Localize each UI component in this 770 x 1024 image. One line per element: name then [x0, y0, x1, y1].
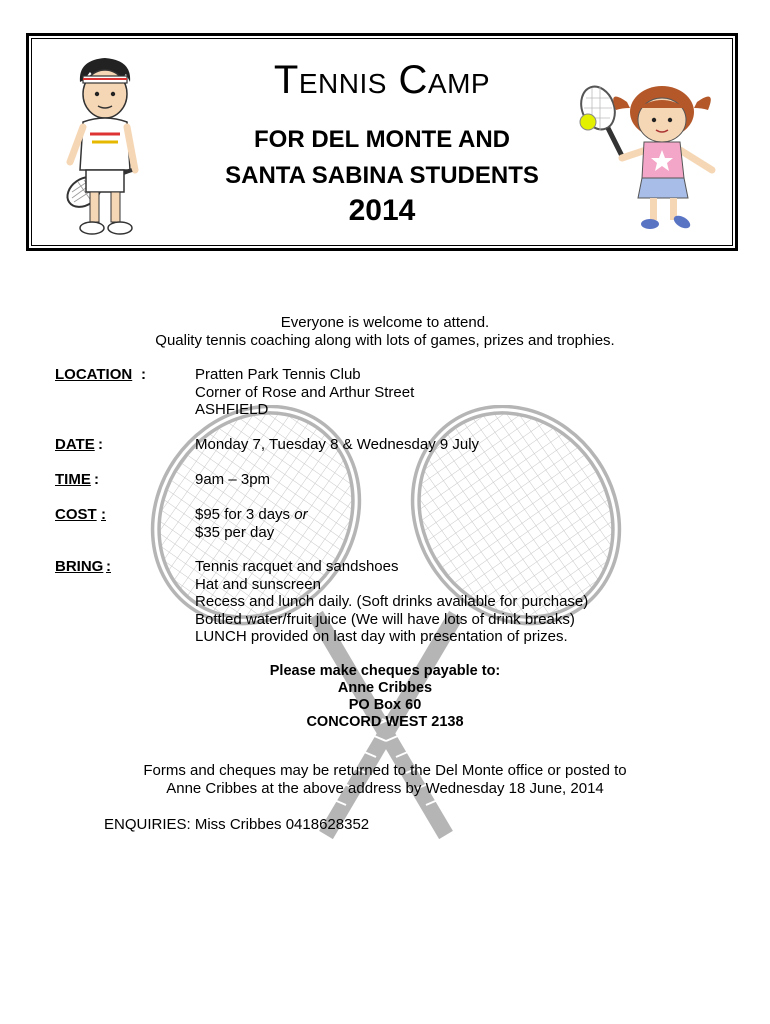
time-value: 9am – 3pm	[195, 471, 271, 488]
location-colon: :	[141, 366, 146, 383]
return-info-line-2: Anne Cribbes at the above address by Wednesday 18 June, 2014	[166, 780, 604, 797]
cost-line-1	[195, 506, 308, 524]
location-line: Corner of Rose and Arthur Street	[195, 383, 415, 401]
bring-item: Bottled water/fruit juice (We will have lots of drink breaks)	[195, 610, 575, 628]
payment-heading: Please make cheques payable to:	[269, 663, 501, 679]
intro-line-2: Quality tennis coaching along with lots of games, prizes and trophies.	[155, 332, 615, 349]
location-value	[195, 366, 414, 419]
date-colon: :	[98, 436, 103, 453]
bring-item: Tennis racquet and sandshoes	[195, 558, 399, 575]
bring-colon: :	[106, 558, 111, 575]
payment-suburb: CONCORD WEST 2138	[306, 714, 464, 730]
cost-line-1-text: $95 for 3 days	[195, 506, 295, 523]
subtitle-line-2: SANTA SABINA STUDENTS	[225, 162, 539, 189]
payment-po-box: PO Box 60	[348, 697, 422, 713]
bring-item: Recess and lunch daily. (Soft drinks available for purchase)	[195, 593, 589, 610]
page-title: Tennis Camp	[273, 58, 491, 102]
location-line: ASHFIELD	[195, 401, 269, 418]
cost-line-2: $35 per day	[195, 523, 275, 541]
bring-label	[55, 558, 103, 575]
bring-item: LUNCH provided on last day with presentation of prizes.	[195, 628, 568, 645]
year: 2014	[348, 194, 416, 227]
location-label-text: LOCATION	[55, 366, 133, 383]
bring-item: Hat and sunscreen	[195, 575, 321, 593]
subtitle-line-1: FOR DEL MONTE AND	[254, 126, 510, 153]
location-label	[55, 366, 132, 383]
time-label	[55, 471, 91, 488]
bring-value	[195, 558, 588, 646]
time-label-text: TIME	[55, 471, 91, 488]
payment-name: Anne Cribbes	[337, 680, 433, 696]
enquiries: ENQUIRIES: Miss Cribbes 0418628352	[104, 816, 370, 833]
cost-or: or	[294, 506, 308, 523]
bring-label-text: BRING	[55, 558, 104, 575]
boy-tennis-player-illustration	[50, 52, 160, 242]
cost-label-text: COST	[55, 506, 97, 523]
cost-colon: :	[101, 506, 106, 523]
time-colon: :	[94, 471, 99, 488]
girl-tennis-player-illustration	[572, 78, 732, 238]
date-value: Monday 7, Tuesday 8 & Wednesday 9 July	[195, 436, 480, 453]
location-line: Pratten Park Tennis Club	[195, 366, 361, 383]
date-label-text: DATE	[55, 436, 95, 453]
cost-value	[195, 506, 308, 541]
intro-line-1: Everyone is welcome to attend.	[280, 314, 490, 331]
cost-label	[55, 506, 97, 523]
date-label	[55, 436, 95, 453]
return-info-line-1: Forms and cheques may be returned to the Del Monte office or posted to	[143, 762, 627, 779]
